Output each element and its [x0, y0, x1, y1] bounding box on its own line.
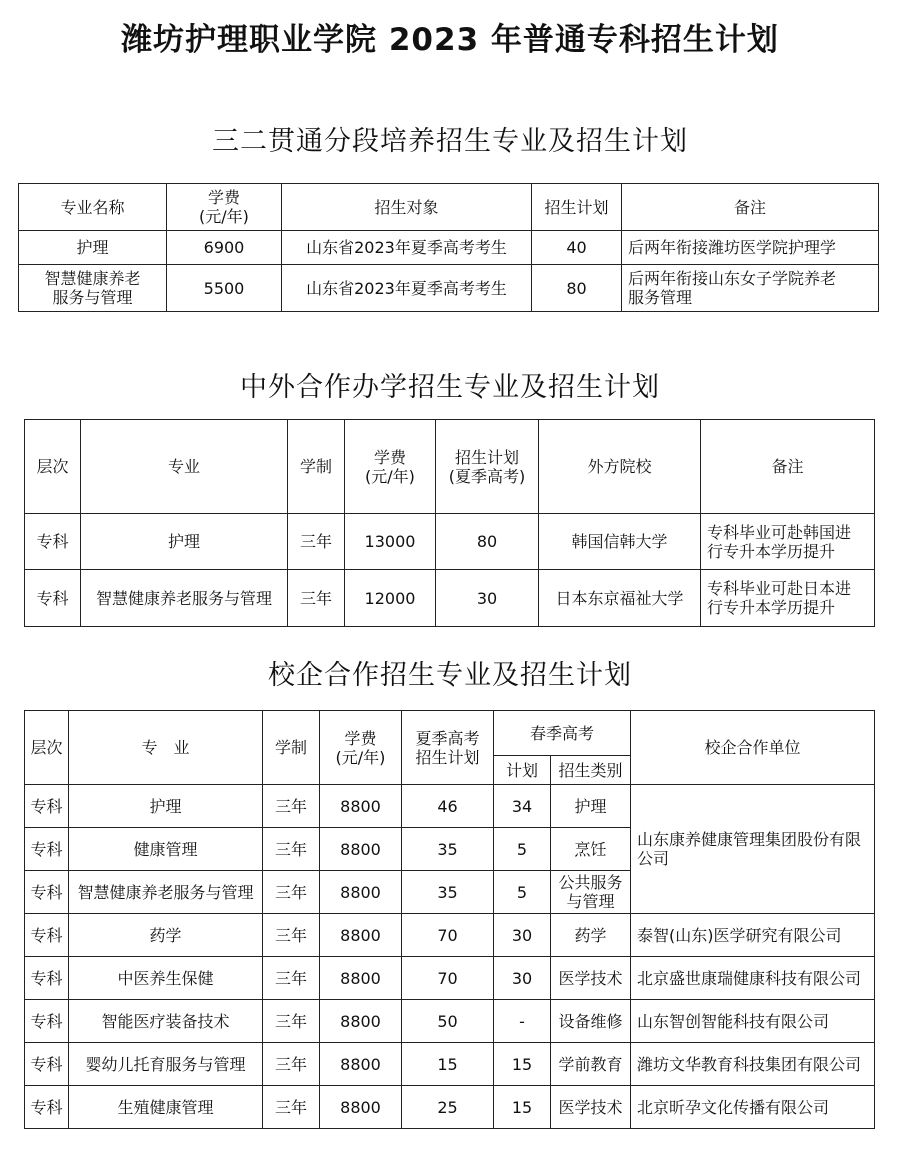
col-header-spring-type: 招生类别 — [551, 756, 631, 785]
table-cell: 医学技术 — [551, 1086, 631, 1129]
table-cell: 6900 — [167, 231, 282, 265]
table-cell: 三年 — [263, 1000, 320, 1043]
section1-heading: 三二贯通分段培养招生专业及招生计划 — [212, 126, 688, 157]
col-header: 专业 — [81, 420, 288, 514]
table-cell: 专科 — [25, 1086, 69, 1129]
col-header: 外方院校 — [539, 420, 701, 514]
table-cell: 智能医疗装备技术 — [69, 1000, 263, 1043]
col-header-major: 专 业 — [69, 711, 263, 785]
partner-cell: 泰智(山东)医学研究有限公司 — [631, 914, 875, 957]
table-sino-foreign — [24, 419, 875, 627]
table-cell: 专科毕业可赴韩国进 行专升本学历提升 — [701, 514, 875, 570]
table-cell: 三年 — [263, 914, 320, 957]
table-cell: 日本东京福祉大学 — [539, 570, 701, 627]
table-cell: 5 — [494, 871, 551, 914]
table-cell: 15 — [494, 1086, 551, 1129]
table-cell: 25 — [402, 1086, 494, 1129]
table-cell: 烹饪 — [551, 828, 631, 871]
table-cell: 15 — [494, 1043, 551, 1086]
table-row — [25, 914, 875, 957]
table-cell: 46 — [402, 785, 494, 828]
section2-heading: 中外合作办学招生专业及招生计划 — [240, 372, 660, 403]
col-header: 招生对象 — [282, 184, 532, 231]
col-header: 备注 — [701, 420, 875, 514]
table-row — [25, 785, 875, 828]
col-header-spring-plan: 计划 — [494, 756, 551, 785]
table-cell: 专科 — [25, 871, 69, 914]
table-cell: 15 — [402, 1043, 494, 1086]
table-cell: 5500 — [167, 265, 282, 312]
col-header: 招生计划 — [532, 184, 622, 231]
table-cell: 山东省2023年夏季高考考生 — [282, 231, 532, 265]
table-cell: 专科 — [25, 785, 69, 828]
col-header: 招生计划 (夏季高考) — [436, 420, 539, 514]
table-cell: 山东省2023年夏季高考考生 — [282, 265, 532, 312]
table-cell: 公共服务 与管理 — [551, 871, 631, 914]
table-row — [19, 231, 879, 265]
table-row — [25, 1000, 875, 1043]
table-cell: 8800 — [320, 914, 402, 957]
table-row — [25, 1086, 875, 1129]
table-row — [25, 570, 875, 627]
table-cell: 三年 — [263, 871, 320, 914]
table-cell: 韩国信韩大学 — [539, 514, 701, 570]
col-header: 备注 — [622, 184, 879, 231]
table-cell: 护理 — [69, 785, 263, 828]
table-cell: 80 — [532, 265, 622, 312]
col-header-partner: 校企合作单位 — [631, 711, 875, 785]
table-cell: 13000 — [345, 514, 436, 570]
table-cell: 8800 — [320, 828, 402, 871]
table-cell: 三年 — [263, 785, 320, 828]
table-cell: 药学 — [69, 914, 263, 957]
table-cell: 三年 — [263, 957, 320, 1000]
table-cell: 智慧健康养老服务与管理 — [69, 871, 263, 914]
table-cell: 30 — [436, 570, 539, 627]
table-cell: 智慧健康养老服务与管理 — [81, 570, 288, 627]
table-cell: 护理 — [19, 231, 167, 265]
table-cell: 中医养生保健 — [69, 957, 263, 1000]
col-header: 学制 — [288, 420, 345, 514]
table-cell: 学前教育 — [551, 1043, 631, 1086]
col-header: 层次 — [25, 420, 81, 514]
table-cell: 30 — [494, 957, 551, 1000]
table-cell: 12000 — [345, 570, 436, 627]
table-cell: 专科 — [25, 1043, 69, 1086]
col-header: 学费 (元/年) — [167, 184, 282, 231]
table-row — [25, 1043, 875, 1086]
col-header-level: 层次 — [25, 711, 69, 785]
table-cell: 智慧健康养老 服务与管理 — [19, 265, 167, 312]
table-cell: 后两年衔接潍坊医学院护理学 — [622, 231, 879, 265]
table-cell: 后两年衔接山东女子学院养老 服务管理 — [622, 265, 879, 312]
table-cell: 健康管理 — [69, 828, 263, 871]
partner-cell: 北京昕孕文化传播有限公司 — [631, 1086, 875, 1129]
table-row — [25, 957, 875, 1000]
table-cell: 专科 — [25, 828, 69, 871]
col-header-spring: 春季高考 — [494, 711, 631, 756]
table-cell: 50 — [402, 1000, 494, 1043]
table-cell: 40 — [532, 231, 622, 265]
table-cell: 三年 — [263, 828, 320, 871]
section3-heading: 校企合作招生专业及招生计划 — [268, 660, 632, 691]
table-32-program — [18, 183, 879, 312]
table-cell: 8800 — [320, 957, 402, 1000]
col-header-fee: 学费 (元/年) — [320, 711, 402, 785]
table-cell: 70 — [402, 957, 494, 1000]
page-title: 潍坊护理职业学院 2023 年普通专科招生计划 — [121, 22, 779, 58]
col-header-summer-plan: 夏季高考 招生计划 — [402, 711, 494, 785]
partner-cell: 山东智创智能科技有限公司 — [631, 1000, 875, 1043]
table-cell: 药学 — [551, 914, 631, 957]
table-cell: 专科 — [25, 1000, 69, 1043]
table-cell: 专科 — [25, 514, 81, 570]
col-header: 专业名称 — [19, 184, 167, 231]
table-cell: 80 — [436, 514, 539, 570]
table-cell: 专科 — [25, 914, 69, 957]
table-cell: 护理 — [81, 514, 288, 570]
partner-cell: 潍坊文华教育科技集团有限公司 — [631, 1043, 875, 1086]
table-cell: 70 — [402, 914, 494, 957]
table-cell: 专科 — [25, 957, 69, 1000]
partner-cell: 北京盛世康瑞健康科技有限公司 — [631, 957, 875, 1000]
table-cell: 婴幼儿托育服务与管理 — [69, 1043, 263, 1086]
table-cell: 三年 — [263, 1086, 320, 1129]
table-cell: 生殖健康管理 — [69, 1086, 263, 1129]
table-cell: 5 — [494, 828, 551, 871]
table-cell: 专科 — [25, 570, 81, 627]
table-cell: 专科毕业可赴日本进 行专升本学历提升 — [701, 570, 875, 627]
table-cell: 8800 — [320, 871, 402, 914]
table-cell: 34 — [494, 785, 551, 828]
table-row — [25, 514, 875, 570]
table-cell: - — [494, 1000, 551, 1043]
table-cell: 三年 — [288, 514, 345, 570]
table-cell: 医学技术 — [551, 957, 631, 1000]
col-header: 学费 (元/年) — [345, 420, 436, 514]
table-cell: 35 — [402, 871, 494, 914]
table-cell: 35 — [402, 828, 494, 871]
table-cell: 三年 — [288, 570, 345, 627]
table-cell: 8800 — [320, 1000, 402, 1043]
table-cell: 护理 — [551, 785, 631, 828]
table-school-enterprise — [24, 710, 875, 1129]
table-cell: 30 — [494, 914, 551, 957]
table-cell: 8800 — [320, 1086, 402, 1129]
table-cell: 8800 — [320, 1043, 402, 1086]
partner-cell: 山东康养健康管理集团股份有限 公司 — [631, 785, 875, 914]
col-header-duration: 学制 — [263, 711, 320, 785]
table-cell: 设备维修 — [551, 1000, 631, 1043]
table-cell: 三年 — [263, 1043, 320, 1086]
table-cell: 8800 — [320, 785, 402, 828]
table-row — [19, 265, 879, 312]
